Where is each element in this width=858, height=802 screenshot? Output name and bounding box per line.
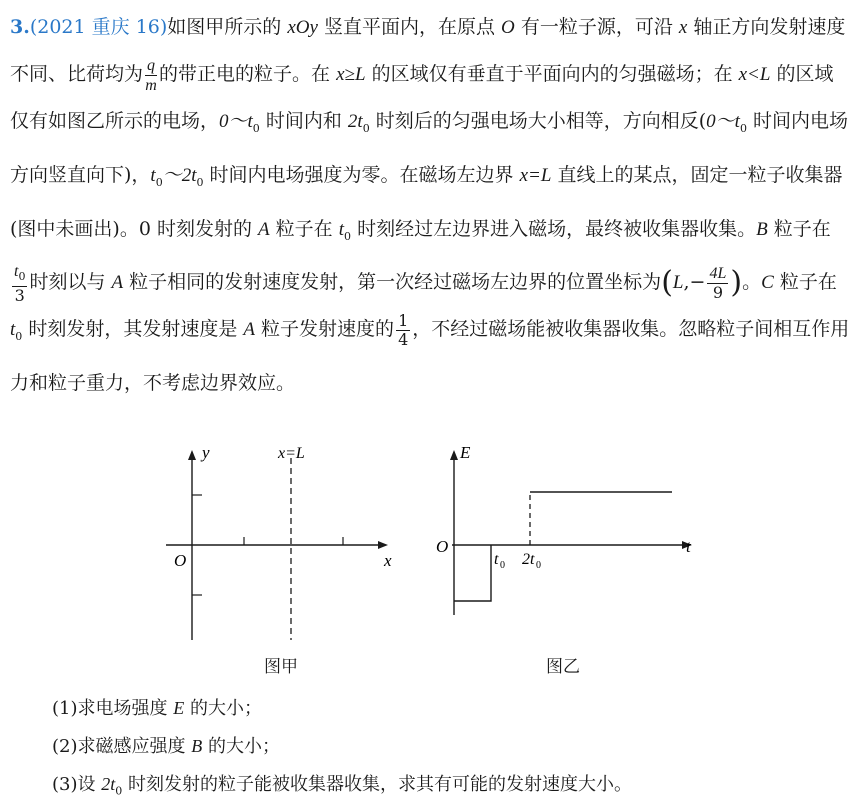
particle-a: A: [243, 319, 255, 341]
q-text: 求电场强度: [77, 698, 168, 719]
region-field-e: x<L: [738, 64, 771, 85]
y-label: y: [202, 443, 210, 462]
fraction-t0-3: [12, 262, 27, 305]
stem-text: 直线上的某点，固定一粒子收集器(图中未画出)。0 时刻发射的: [10, 163, 843, 240]
var-xoy: xOy: [287, 17, 318, 38]
q-tail: 的大小；: [189, 698, 262, 719]
frac-num: t: [14, 262, 19, 280]
paren-close: ): [730, 265, 743, 301]
sub-zero: 0: [196, 175, 204, 189]
sub-zero: 0: [155, 175, 163, 189]
var-x: x: [678, 17, 688, 38]
var-o: O: [501, 17, 515, 38]
stem-text: 竖直平面内，在原点: [323, 16, 495, 38]
frac-num: 4L: [709, 265, 727, 283]
stem-text: 。: [742, 271, 762, 294]
frac-den: 9: [712, 283, 723, 303]
stem-text: 时间内电场强度为零。在磁场左边界: [209, 163, 514, 186]
stem-text: 轴正方向发射速度不同、比荷均为: [10, 16, 846, 85]
problem-stem: [10, 4, 850, 406]
tick-sub: 0: [536, 560, 541, 571]
frac-num: 1: [398, 310, 409, 330]
paren-open: (: [661, 265, 673, 301]
boundary-label: x=L: [278, 445, 305, 462]
stem-text: 时刻以与: [29, 271, 106, 294]
time-range: 0～t: [706, 111, 740, 132]
stem-text: 时间内电场方向竖直向下)，: [10, 110, 848, 186]
time-2t0: 2t: [347, 111, 363, 132]
stem-text: 的带正电的粒子。在: [159, 63, 331, 85]
stem-text: 有一粒子源，可沿: [520, 16, 673, 38]
sub-zero: 0: [252, 121, 260, 135]
frac-num: q: [147, 56, 156, 74]
particle-a: A: [258, 218, 270, 240]
stem-text: 粒子相同的发射速度发射，第一次经过磁场左边界的位置坐标为: [129, 271, 662, 294]
sub-question-1: [52, 694, 262, 720]
stem-text: 时刻经过左边界进入磁场，最终被收集器收集。: [357, 217, 757, 240]
e-axis-arrow-icon: [450, 450, 458, 460]
q-var: E: [173, 698, 185, 718]
question-number: 3.: [10, 16, 30, 38]
sub-zero: 0: [362, 121, 370, 135]
sub-zero: 0: [18, 269, 26, 283]
q-label: (3): [52, 774, 78, 795]
stem-text: 的区域仅有如图乙所示的电场，: [10, 63, 834, 132]
time-t0: t: [10, 319, 16, 341]
coord-x: L: [672, 272, 684, 294]
tick-t0: t: [494, 551, 499, 568]
e-label: E: [460, 443, 471, 462]
x-label: x: [384, 551, 392, 570]
tick-sub: 0: [500, 560, 505, 571]
stem-text: 粒子在: [773, 217, 831, 240]
q-sub: 0: [115, 784, 123, 798]
sub-question-2: [52, 732, 280, 758]
origin-label: O: [174, 551, 187, 570]
stem-text: 粒子在: [779, 271, 837, 294]
q-tail: 时刻发射的粒子能被收集器收集，求其有可能的发射速度大小。: [127, 774, 632, 795]
y-axis-arrow-icon: [188, 450, 196, 460]
time-t0: t: [338, 218, 345, 240]
t-label: t: [686, 537, 691, 556]
question-source: (2021 重庆 16): [29, 16, 168, 38]
frac-den: 3: [14, 285, 25, 305]
coord-sep: ,−: [683, 271, 706, 294]
q-label: (1): [52, 698, 78, 719]
stem-text: ，不经过磁场能被收集器收集。忽略粒子间相互作用力和粒子重力，不考虑边界效应。: [10, 318, 850, 395]
q-label: (2): [52, 736, 78, 757]
x-axis-arrow-icon: [378, 541, 388, 549]
sub-question-3: [52, 770, 632, 798]
fraction-4l-9: [707, 264, 728, 302]
stem-text: 的区域仅有垂直于平面向内的匀强磁场；在: [371, 63, 733, 85]
fraction-q-m: [145, 56, 157, 95]
field-negative-segment: [454, 545, 491, 601]
fraction-1-4: [396, 312, 410, 349]
frac-den: 4: [398, 329, 409, 349]
region-field-b: x≥L: [336, 64, 366, 85]
origin-label: O: [436, 537, 449, 556]
time-range: t: [150, 164, 156, 186]
time-range: ～2t: [162, 164, 197, 186]
time-range: 0～t: [219, 111, 253, 132]
stem-text: 粒子在: [275, 217, 333, 240]
boundary-eq: x=L: [519, 164, 552, 186]
q-text: 求磁感应强度: [77, 736, 186, 757]
stem-text: 粒子发射速度的: [261, 318, 395, 341]
frac-den: m: [145, 76, 157, 94]
figure-jia: [160, 440, 410, 680]
stem-text: 如图甲所示的: [167, 16, 282, 38]
stem-text: 时刻后的匀强电场大小相等，方向相反(: [375, 110, 707, 132]
particle-b: B: [756, 218, 768, 240]
sub-zero: 0: [344, 229, 352, 243]
stem-text: 时刻发射，其发射速度是: [28, 318, 238, 341]
figure-yi: [430, 440, 710, 640]
q-tail: 的大小；: [207, 736, 280, 757]
q-var: B: [191, 736, 203, 756]
stem-text: 时间内和: [265, 110, 342, 132]
sub-zero: 0: [739, 121, 747, 135]
particle-a: A: [111, 272, 124, 294]
tick-2t0: 2t: [522, 551, 535, 568]
caption-jia: 图甲: [264, 657, 298, 677]
particle-c: C: [761, 272, 774, 294]
q-var: 2t: [101, 774, 116, 794]
sub-zero: 0: [15, 330, 23, 344]
caption-yi: 图乙: [546, 657, 580, 677]
q-text: 设: [77, 774, 96, 795]
